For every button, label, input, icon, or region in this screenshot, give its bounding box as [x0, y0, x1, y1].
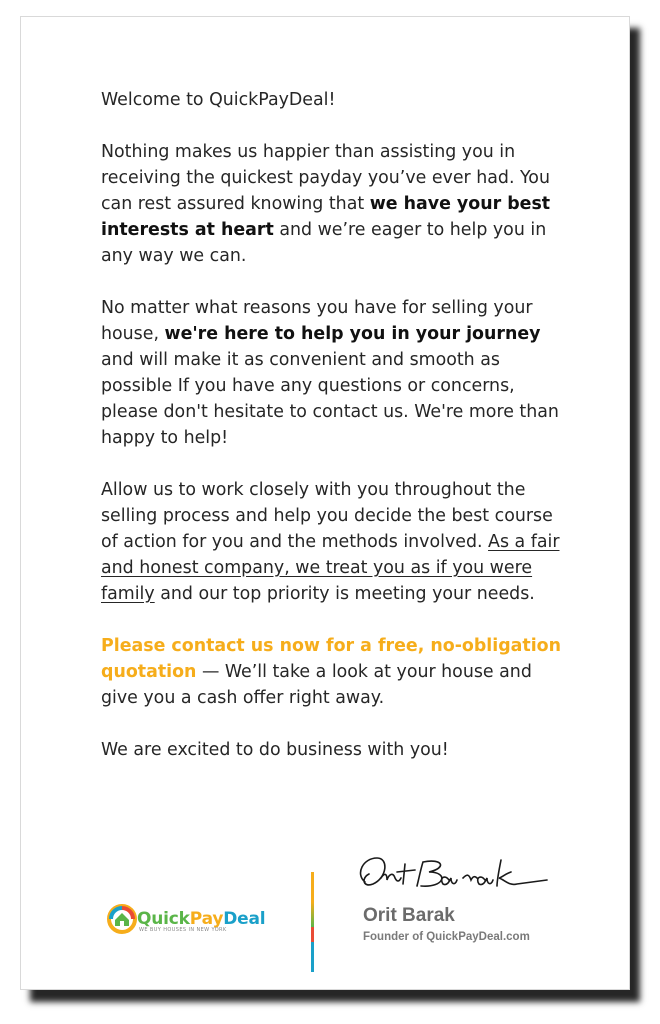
- logo-wordmark: [137, 909, 265, 929]
- quickpaydeal-logo: [107, 901, 265, 937]
- letter-body: [101, 87, 561, 789]
- closing: [101, 737, 561, 763]
- paragraph-3: [101, 477, 561, 607]
- p2-bold: we're here to help you in your journey: [164, 324, 541, 344]
- house-logo-icon: [107, 904, 137, 934]
- logo-deal: Deal: [223, 909, 266, 929]
- logo-tagline: WE BUY HOUSES IN NEW YORK: [139, 927, 227, 933]
- p3-text-2: and our top priority is meeting your needs.: [154, 584, 535, 604]
- signer-name: Orit Barak: [363, 905, 455, 926]
- signature-graphic: [351, 852, 561, 902]
- closing-text: We are excited to do business with you!: [101, 740, 449, 760]
- p4-text-1: — We’ll take a look at your house and give you a cash offer right away.: [101, 662, 532, 708]
- logo-quick: Quick: [137, 909, 190, 929]
- greeting: [101, 87, 561, 113]
- p1-bold: we have your best interests at heart: [101, 194, 551, 240]
- letter-page: [20, 16, 630, 990]
- p1-text-2: and we’re eager to help you in any way we can.: [101, 220, 547, 266]
- paragraph-2: [101, 295, 561, 451]
- paragraph-1: [101, 139, 561, 269]
- paragraph-4: [101, 633, 561, 711]
- p4-call-to-action: Please contact us now for a free, no-obligation quotation: [101, 636, 562, 682]
- footer-divider: [311, 872, 314, 972]
- p1-text-1: Nothing makes us happier than assisting you in receiving the quickest payday you’ve ever had. You can rest assured knowing that: [101, 142, 550, 214]
- p3-underlined: As a fair and honest company, we treat you as if you were family: [101, 532, 560, 604]
- p2-text-1: No matter what reasons you have for selling your house,: [101, 298, 533, 344]
- p3-text-1: Allow us to work closely with you throughout the selling process and help you decide the best course of action for you and the methods involved.: [101, 480, 553, 552]
- p2-text-2: and will make it as convenient and smooth as possible If you have any questions or concerns, please don't hesitate to contact us. We're more than happy to help!: [101, 350, 559, 448]
- logo-pay: Pay: [189, 909, 224, 929]
- signer-title: Founder of QuickPayDeal.com: [363, 931, 530, 943]
- greeting-text: Welcome to QuickPayDeal!: [101, 90, 336, 110]
